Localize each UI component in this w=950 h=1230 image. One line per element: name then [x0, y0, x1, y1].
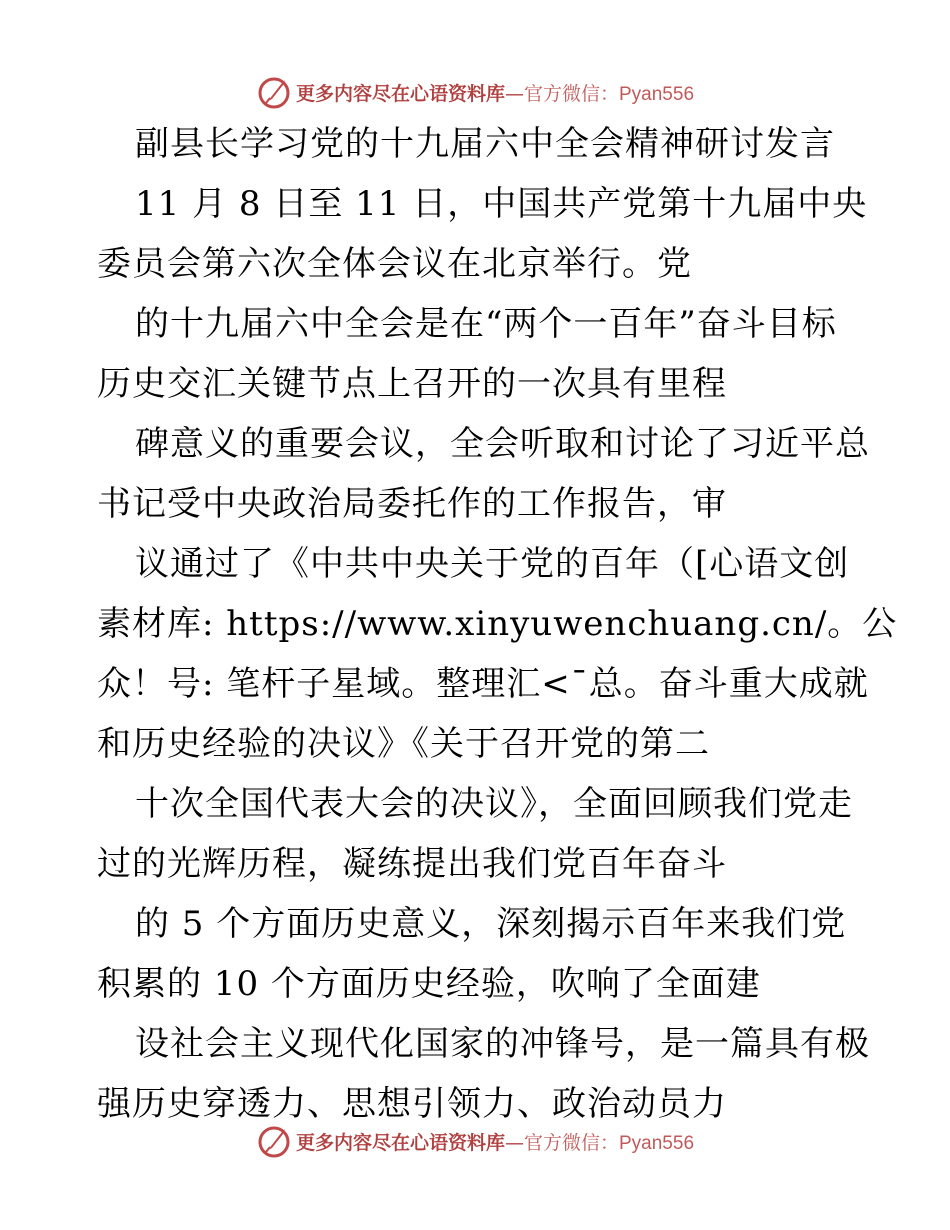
- text-line: 书记受中央政治局委托作的工作报告，审: [97, 484, 727, 524]
- footer-watermark: [0, 1121, 950, 1161]
- watermark-text: [296, 79, 694, 106]
- text-line: 素材库: https://www.xinyuwenchuang.cn/。公: [97, 604, 898, 644]
- text-line: 设社会主义现代化国家的冲锋号，是一篇具有极: [135, 1024, 870, 1064]
- feather-logo-icon: [256, 1123, 292, 1159]
- text-line: 众！号: 笔杆子星域。整理汇<¯总。奋斗重大成就: [97, 664, 869, 704]
- watermark-dash: —: [504, 1131, 524, 1154]
- text-line: 的 5 个方面历史意义，深刻揭示百年来我们党: [135, 904, 847, 944]
- text-line: 11 月 8 日至 11 日，中国共产党第十九届中央: [135, 184, 868, 224]
- text-line: 强历史穿透力、思想引领力、政治动员力: [97, 1084, 727, 1124]
- document-title: 副县长学习党的十九届六中全会精神研讨发言: [135, 124, 835, 164]
- text-line: 委员会第六次全体会议在北京举行。党: [97, 244, 692, 284]
- watermark-sub: 官方微信：: [523, 1131, 619, 1154]
- watermark-dash: —: [504, 82, 524, 105]
- text-line: 议通过了《中共中央关于党的百年（[心语文创: [135, 544, 850, 584]
- watermark-id: Pyan556: [619, 1132, 695, 1154]
- watermark-id: Pyan556: [619, 83, 695, 105]
- watermark-sub: 官方微信：: [523, 82, 619, 105]
- watermark-main: 更多内容尽在心语资料库: [295, 1131, 505, 1154]
- watermark-text: [296, 1128, 694, 1155]
- text-line: 过的光辉历程，凝练提出我们党百年奋斗: [97, 844, 727, 884]
- header-watermark: [0, 72, 950, 112]
- text-line: 历史交汇关键节点上召开的一次具有里程: [97, 364, 727, 404]
- text-line: 碑意义的重要会议，全会听取和讨论了习近平总: [135, 424, 870, 464]
- text-line: 和历史经验的决议》《关于召开党的第二: [97, 724, 710, 764]
- feather-logo-icon: [256, 74, 292, 110]
- watermark-main: 更多内容尽在心语资料库: [295, 82, 505, 105]
- text-line: 十次全国代表大会的决议》，全面回顾我们党走: [135, 784, 853, 824]
- text-line: 积累的 10 个方面历史经验，吹响了全面建: [97, 964, 761, 1004]
- text-line: 的十九届六中全会是在“两个一百年”奋斗目标: [135, 304, 837, 344]
